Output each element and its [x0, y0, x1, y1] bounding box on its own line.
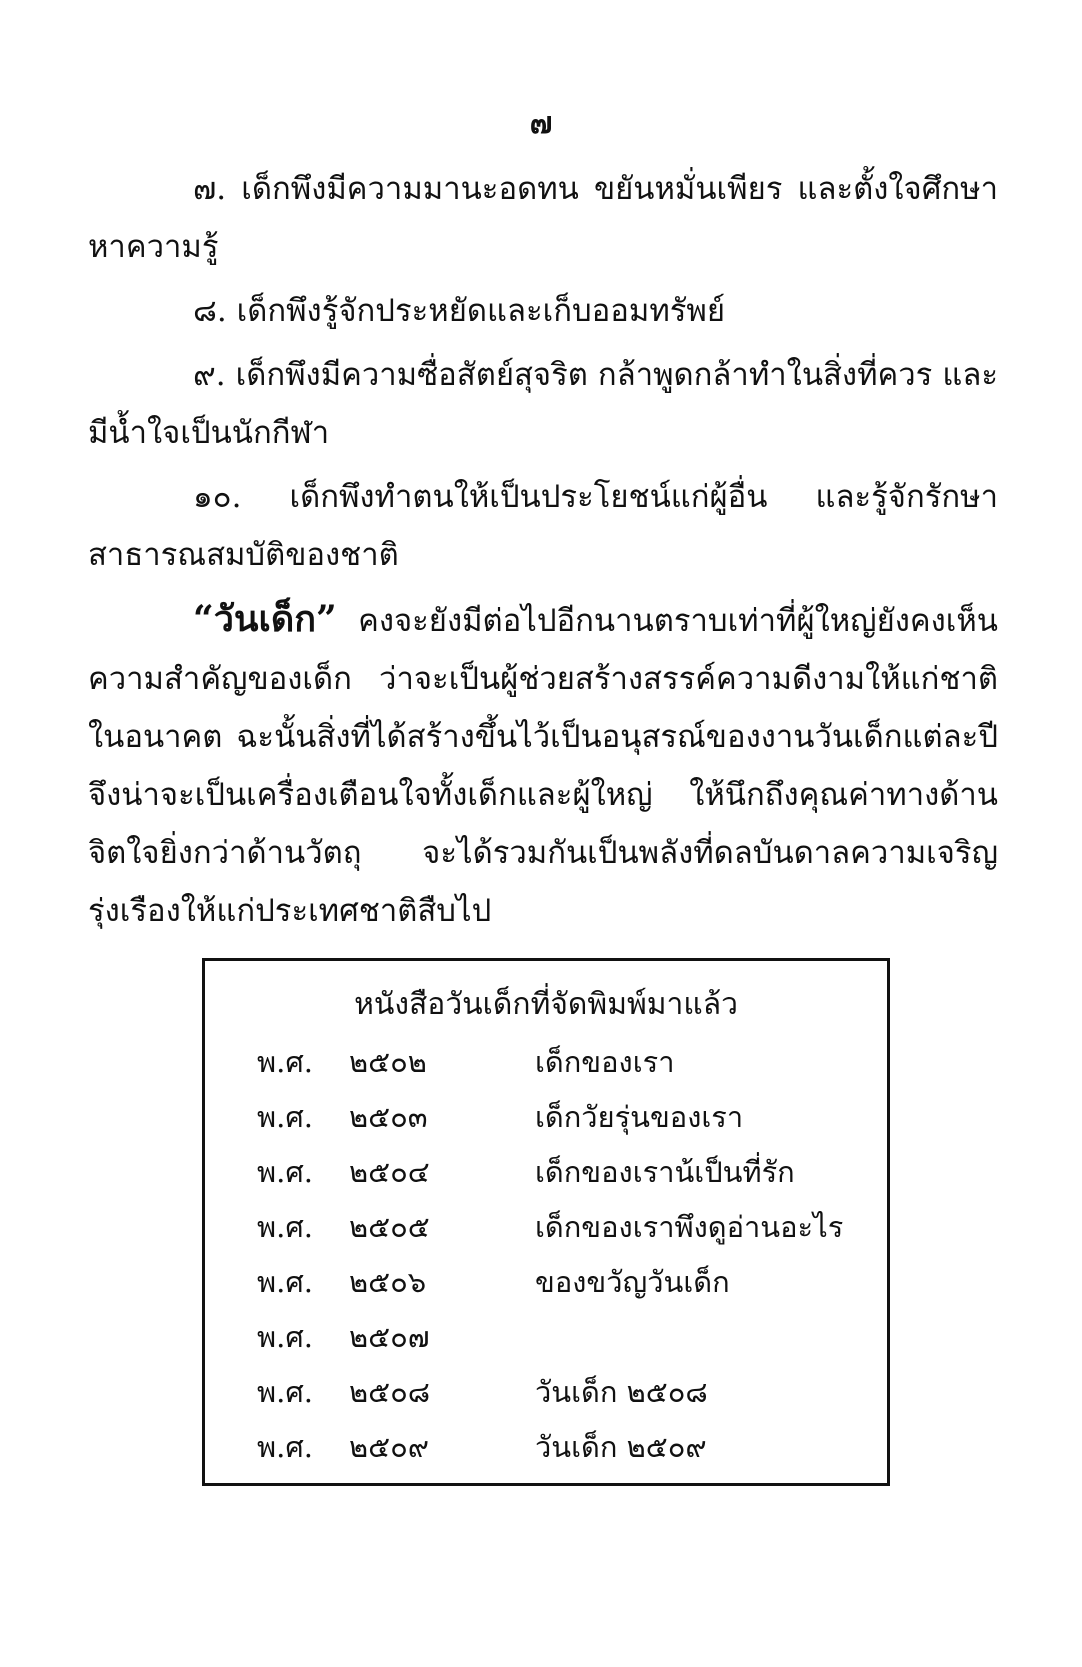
list-item-8: ๘. เด็กพึงรู้จักประหยัดและเก็บออมทรัพย์ [193, 293, 726, 329]
book-title: วันเด็ก ๒๕๐๙ [535, 1430, 707, 1464]
list-item-7: ๗. เด็กพึงมีความมานะอดทน ขยันหมั่นเพียร และตั้งใจศึกษาหาความรู้ [88, 171, 998, 265]
closing-paragraph [88, 590, 998, 940]
table-row [257, 1094, 877, 1134]
era-label: พ.ศ. [257, 1375, 313, 1409]
table-row [257, 1259, 877, 1299]
book-title: เด็กของเราน้เป็นที่รัก [535, 1155, 795, 1189]
published-books-box [202, 958, 890, 1486]
year-value: ๒๕๐๗ [349, 1320, 430, 1354]
table-row [257, 1039, 877, 1079]
book-title: ของขวัญวันเด็ก [535, 1265, 730, 1299]
table-row [257, 1149, 877, 1189]
era-label: พ.ศ. [257, 1430, 313, 1464]
page-number: ๗ [529, 106, 553, 141]
list-item-9: ๙. เด็กพึงมีความซื่อสัตย์สุจริต กล้าพูดกล้าทำในสิ่งที่ควร และมีน้ำใจเป็นนักกีฬา [88, 357, 998, 451]
year-value: ๒๕๐๒ [349, 1045, 427, 1079]
book-title: เด็กของเรา [535, 1045, 675, 1079]
era-label: พ.ศ. [257, 1210, 313, 1244]
year-value: ๒๕๐๖ [349, 1265, 427, 1299]
year-value: ๒๕๐๓ [349, 1100, 428, 1134]
era-label: พ.ศ. [257, 1045, 313, 1079]
year-value: ๒๕๐๔ [349, 1155, 430, 1189]
box-title: หนังสือวันเด็กที่จัดพิมพ์มาแล้ว [354, 987, 738, 1022]
table-row [257, 1424, 877, 1464]
year-value: ๒๕๐๙ [349, 1430, 430, 1464]
book-title: วันเด็ก ๒๕๐๘ [535, 1375, 708, 1409]
era-label: พ.ศ. [257, 1155, 313, 1189]
era-label: พ.ศ. [257, 1265, 313, 1299]
body-text [88, 160, 998, 940]
era-label: พ.ศ. [257, 1100, 313, 1134]
year-value: ๒๕๐๘ [349, 1375, 431, 1409]
table-row [257, 1204, 877, 1244]
year-value: ๒๕๐๕ [349, 1210, 430, 1244]
list-item-10: ๑๐. เด็กพึงทำตนให้เป็นประโยชน์แก่ผู้อื่น และรู้จักรักษาสาธารณสมบัติของชาติ [88, 479, 998, 573]
book-title: เด็กวัยรุ่นของเรา [535, 1100, 744, 1134]
book-title: เด็กของเราพึงดูอ่านอะไร [535, 1210, 844, 1244]
children-day-highlight: “วันเด็ก” [193, 598, 337, 640]
table-row [257, 1314, 877, 1354]
table-row [257, 1369, 877, 1409]
closing-text: คงจะยังมีต่อไปอีกนานตราบเท่าที่ผู้ใหญ่ยังคงเห็นความสำคัญของเด็ก ว่าจะเป็นผู้ช่วยสร้างสรรค์ความดีงามให้แก่ชาติในอนาคต ฉะนั้นสิ่งที่ได้สร้างขึ้นไว้เป็นอนุสรณ์ของงานวันเด็กแต่ละปีจึงน่าจะเป็นเครื่องเตือนใจทั้งเด็กและผู้ใหญ่ ให้นึกถึงคุณค่าทางด้านจิตใจยิ่งกว่าด้านวัตถุ จะได้รวมกันเป็นพลังที่ดลบันดาลความเจริญรุ่งเรืองให้แก่ประเทศชาติสืบไป [88, 603, 998, 929]
era-label: พ.ศ. [257, 1320, 313, 1354]
